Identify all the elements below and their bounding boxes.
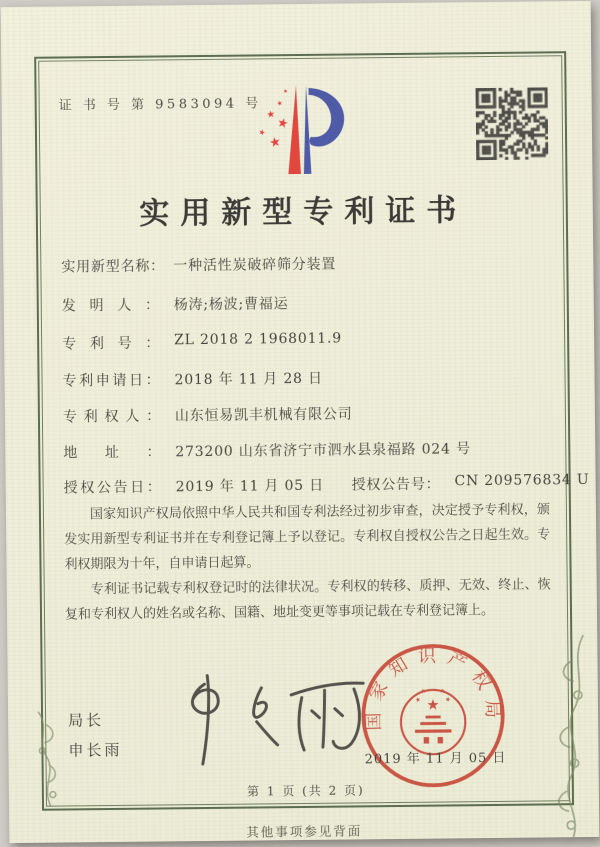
back-side-note: 其他事项参见背面	[246, 823, 363, 840]
field-label: 专利号：	[62, 335, 161, 353]
field-label: 地址：	[63, 444, 162, 462]
field-label: 专利权人：	[62, 408, 162, 426]
field-value: 杨涛;杨波;曹福运	[173, 296, 289, 314]
certificate-page	[1, 1, 600, 843]
legal-paragraph-1: 国家知识产权局依照中华人民共和国专利法经过初步审查，决定授予专利权，颁发实用新型专利证书并在专利登记簿上予以登记。专利权自授权公告之日起生效。专利权期限为十年，自申请日起算。	[64, 502, 551, 573]
legal-paragraph-2: 专利证书记载专利权登记时的法律状况。专利权的转移、质押、无效、终止、恢复和专利权人的姓名或名称、国籍、地址变更等事项记载在专利登记簿上。	[64, 577, 551, 623]
director-signature-icon	[164, 662, 378, 771]
cnipa-seal-icon	[357, 640, 509, 792]
seal-date: 2019 年 11 月 05 日	[364, 750, 507, 768]
corner-ornament-icon	[30, 706, 86, 812]
field-value: 2019 年 11 月 05 日	[175, 477, 325, 496]
field-value: CN 209576834 U	[454, 471, 590, 490]
field-label: 实用新型名称：	[61, 258, 166, 276]
field-value: 273200 山东省济宁市泗水县泉福路 024 号	[175, 441, 471, 461]
director-title: 局长	[68, 711, 105, 730]
qr-code-icon	[476, 87, 549, 160]
page-number: 第 1 页 (共 2 页)	[246, 783, 365, 799]
director-name: 申长雨	[68, 740, 123, 760]
certificate-title: 实用新型专利证书	[139, 193, 468, 232]
corner-ornament-icon	[521, 631, 593, 842]
field-label: 专利申请日：	[62, 372, 161, 390]
seal-text: 国家知识产权局	[363, 645, 504, 731]
field-label: 授权公告号：	[351, 476, 441, 494]
cnipa-logo-icon	[233, 77, 366, 180]
field-value: 山东恒易凯丰机械有限公司	[174, 406, 353, 425]
field-value: ZL 2018 2 1968011.9	[174, 330, 343, 349]
legal-text	[64, 498, 551, 628]
field-grant-number	[352, 472, 590, 494]
field-value: 一种活性炭破碎筛分装置	[173, 256, 337, 275]
field-label: 授权公告日：	[63, 479, 162, 497]
field-value: 2018 年 11 月 28 日	[174, 370, 323, 389]
field-label: 发明人：	[61, 297, 160, 315]
certificate-number: 证 书 号 第 9583094 号	[58, 96, 262, 114]
